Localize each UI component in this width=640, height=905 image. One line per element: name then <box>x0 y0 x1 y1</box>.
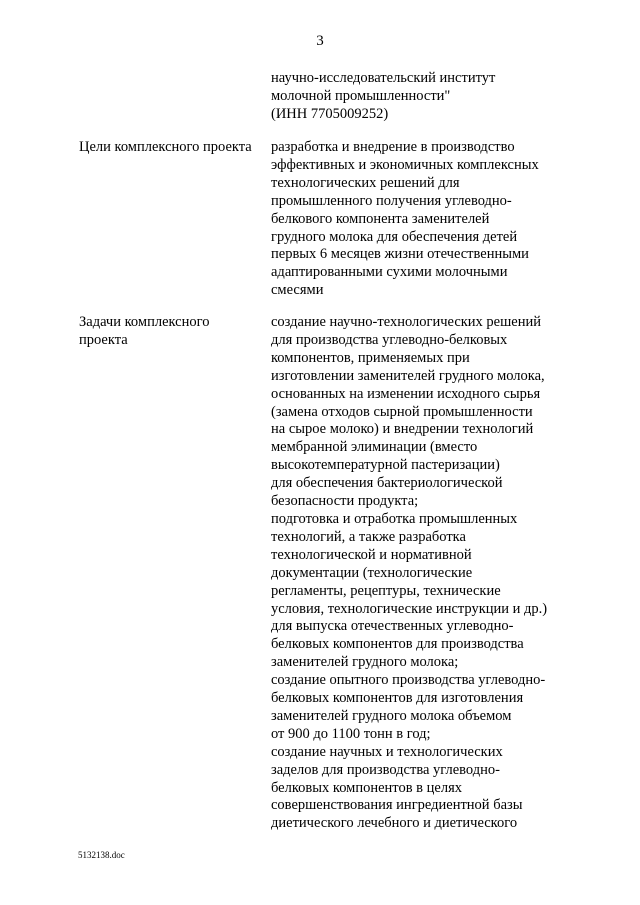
org-inn: (ИНН 7705009252) <box>271 105 389 122</box>
tasks-line: диетического лечебного и диетического <box>271 815 518 832</box>
tasks-line: мембранной элиминации (вместо <box>271 439 478 456</box>
tasks-line: белковых компонентов в целях <box>271 779 462 796</box>
tasks-line: высокотемпературной пастеризации) <box>271 457 500 474</box>
goals-text <box>271 139 539 300</box>
org-line: молочной промышленности" <box>271 87 451 104</box>
tasks-line: совершенствования ингредиентной базы <box>271 797 523 814</box>
goals-line: разработка и внедрение в производство <box>271 139 515 155</box>
goals-line: смесями <box>271 282 324 299</box>
tasks-line: технологий, а также разработка <box>271 528 466 545</box>
tasks-line: основанных на изменении исходного сырья <box>271 385 541 402</box>
tasks-line: технологической и нормативной <box>271 546 472 563</box>
tasks-text <box>271 314 547 833</box>
tasks-line: компонентов, применяемых при <box>271 349 470 366</box>
tasks-label-line: Задачи комплексного <box>79 314 210 330</box>
tasks-line: создание опытного производства углеводно- <box>271 672 546 689</box>
tasks-line: белковых компонентов для производства <box>271 636 524 653</box>
tasks-line: условия, технологические инструкции и др.) <box>271 600 548 617</box>
goals-line: технологических решений для <box>271 174 460 191</box>
tasks-line: подготовка и отработка промышленных <box>271 510 518 527</box>
tasks-line: (замена отходов сырной промышленности <box>271 403 533 420</box>
organization-name-continuation <box>271 70 495 124</box>
tasks-label-line: проекта <box>79 331 128 348</box>
tasks-line: безопасности продукта; <box>271 493 419 510</box>
tasks-label <box>79 314 209 350</box>
goals-label <box>79 139 252 157</box>
tasks-line: белковых компонентов для изготовления <box>271 690 524 707</box>
goals-line: белкового компонента заменителей <box>271 210 490 227</box>
tasks-line: создание научно-технологических решений <box>271 314 541 330</box>
tasks-line: создание научных и технологических <box>271 743 503 760</box>
tasks-line: для обеспечения бактериологической <box>271 475 503 492</box>
goals-line: адаптированными сухими молочными <box>271 264 508 281</box>
tasks-line: заделов для производства углеводно- <box>271 761 500 778</box>
goals-line: грудного молока для обеспечения детей <box>271 228 518 245</box>
goals-line: первых 6 месяцев жизни отечественными <box>271 246 529 263</box>
tasks-line: заменителей грудного молока объемом <box>271 707 512 724</box>
tasks-line: регламенты, рецептуры, технические <box>271 582 501 599</box>
tasks-line: изготовлении заменителей грудного молока, <box>271 367 545 384</box>
goals-line: эффективных и экономичных комплексных <box>271 156 539 173</box>
tasks-line: документации (технологические <box>271 564 473 581</box>
org-line: научно-исследовательский институт <box>271 70 496 86</box>
tasks-line: на сырое молоко) и внедрении технологий <box>271 421 534 438</box>
tasks-line: для выпуска отечественных углеводно- <box>271 618 514 635</box>
tasks-line: от 900 до 1100 тонн в год; <box>271 725 431 742</box>
goals-line: промышленного получения углеводно- <box>271 192 512 209</box>
document-filename: 5132138.doc <box>78 850 125 860</box>
page-number: 3 <box>316 33 324 49</box>
goals-label-line: Цели комплексного проекта <box>79 139 252 155</box>
tasks-line: заменителей грудного молока; <box>271 654 459 671</box>
tasks-line: для производства углеводно-белковых <box>271 331 508 348</box>
